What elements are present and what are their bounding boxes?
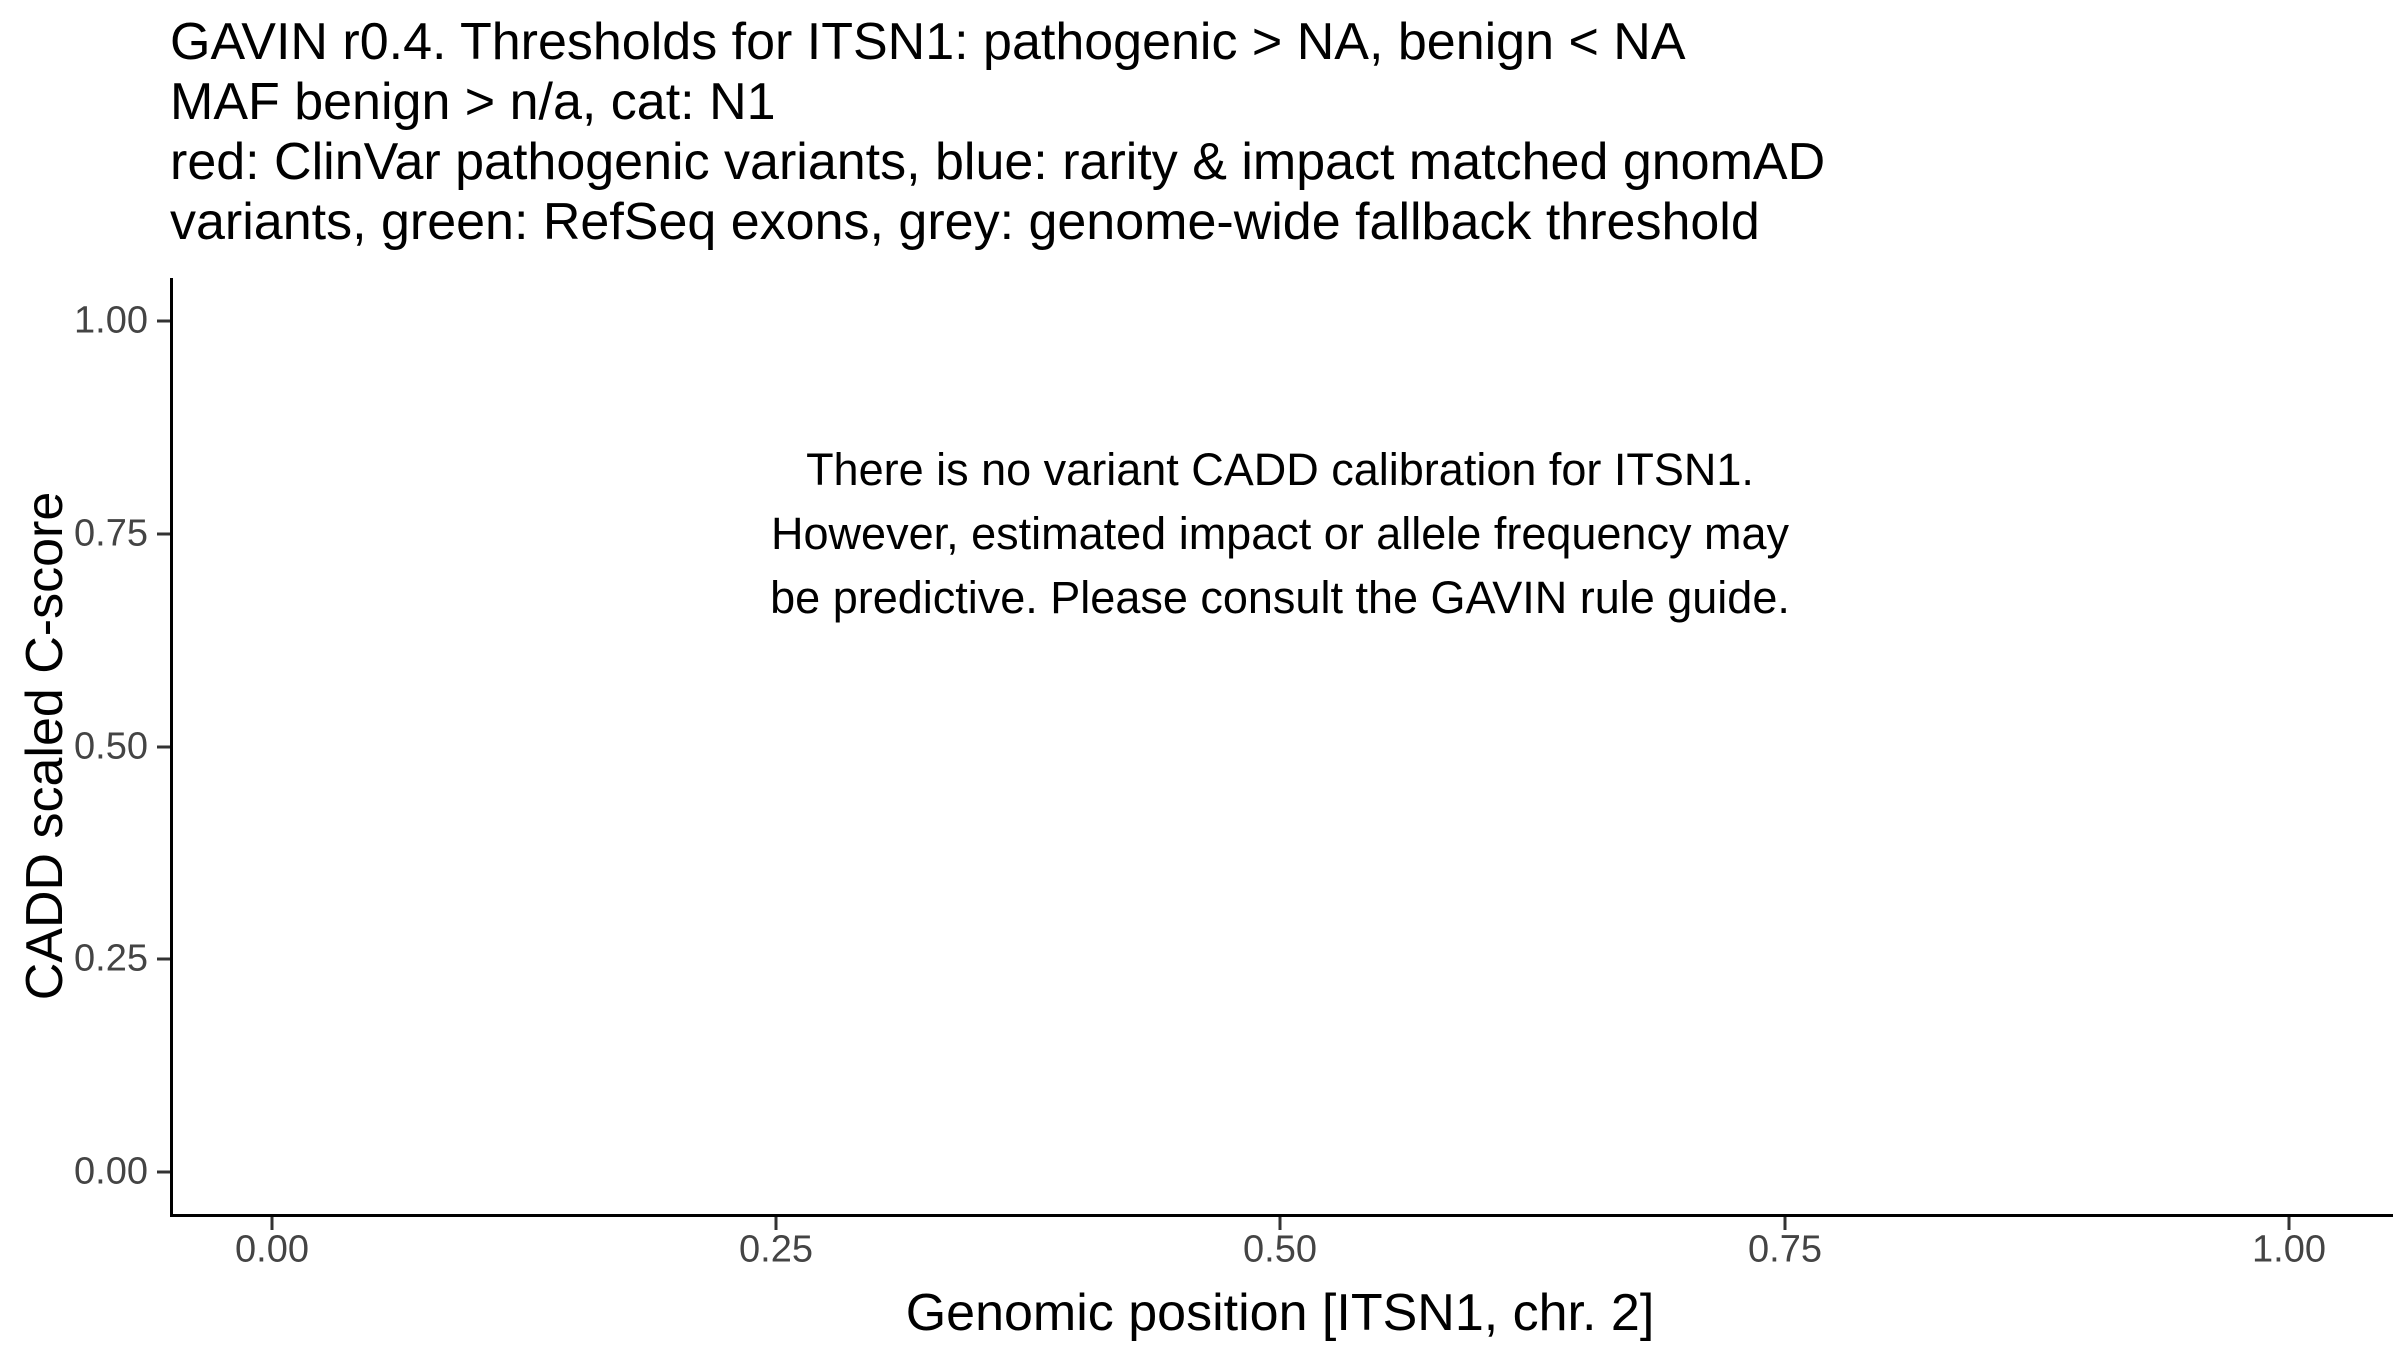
x-axis-title: Genomic position [ITSN1, chr. 2]	[905, 1284, 1655, 1342]
y-axis-tick-label: 1.00	[74, 299, 148, 342]
y-axis-title: CADD scaled C-score	[16, 491, 74, 1001]
x-axis-tick-label: 0.25	[739, 1228, 813, 1271]
y-axis-tick-label: 0.00	[74, 1150, 148, 1193]
y-axis-tick-mark	[157, 958, 170, 961]
y-axis-tick-mark	[157, 533, 170, 536]
x-axis-tick-label: 0.50	[1243, 1228, 1317, 1271]
y-axis-tick-mark	[157, 746, 170, 749]
annotation-line-3: be predictive. Please consult the GAVIN rule guide.	[770, 572, 1790, 623]
y-axis-tick-label: 0.75	[74, 512, 148, 555]
y-axis-tick-label: 0.50	[74, 725, 148, 768]
plot-title-line-3: red: ClinVar pathogenic variants, blue: rarity & impact matched gnomAD	[170, 133, 1826, 191]
plot-title-line-1: GAVIN r0.4. Thresholds for ITSN1: pathogenic > NA, benign < NA	[170, 13, 1686, 71]
x-axis-tick-label: 0.75	[1748, 1228, 1822, 1271]
plot-title-line-2: MAF benign > n/a, cat: N1	[170, 73, 776, 131]
plot-panel	[170, 278, 2393, 1217]
plot-title	[170, 12, 1825, 252]
x-axis-tick-label: 1.00	[2252, 1228, 2326, 1271]
plot-title-line-4: variants, green: RefSeq exons, grey: genome-wide fallback threshold	[170, 193, 1760, 251]
x-axis-tick-label: 0.00	[235, 1228, 309, 1271]
y-axis-tick-mark	[157, 320, 170, 323]
y-axis-tick-mark	[157, 1171, 170, 1174]
annotation-line-2: However, estimated impact or allele frequency may	[771, 508, 1789, 559]
y-axis-tick-label: 0.25	[74, 937, 148, 980]
annotation-line-1: There is no variant CADD calibration for ITSN1.	[806, 444, 1754, 495]
no-calibration-annotation	[770, 438, 1790, 630]
